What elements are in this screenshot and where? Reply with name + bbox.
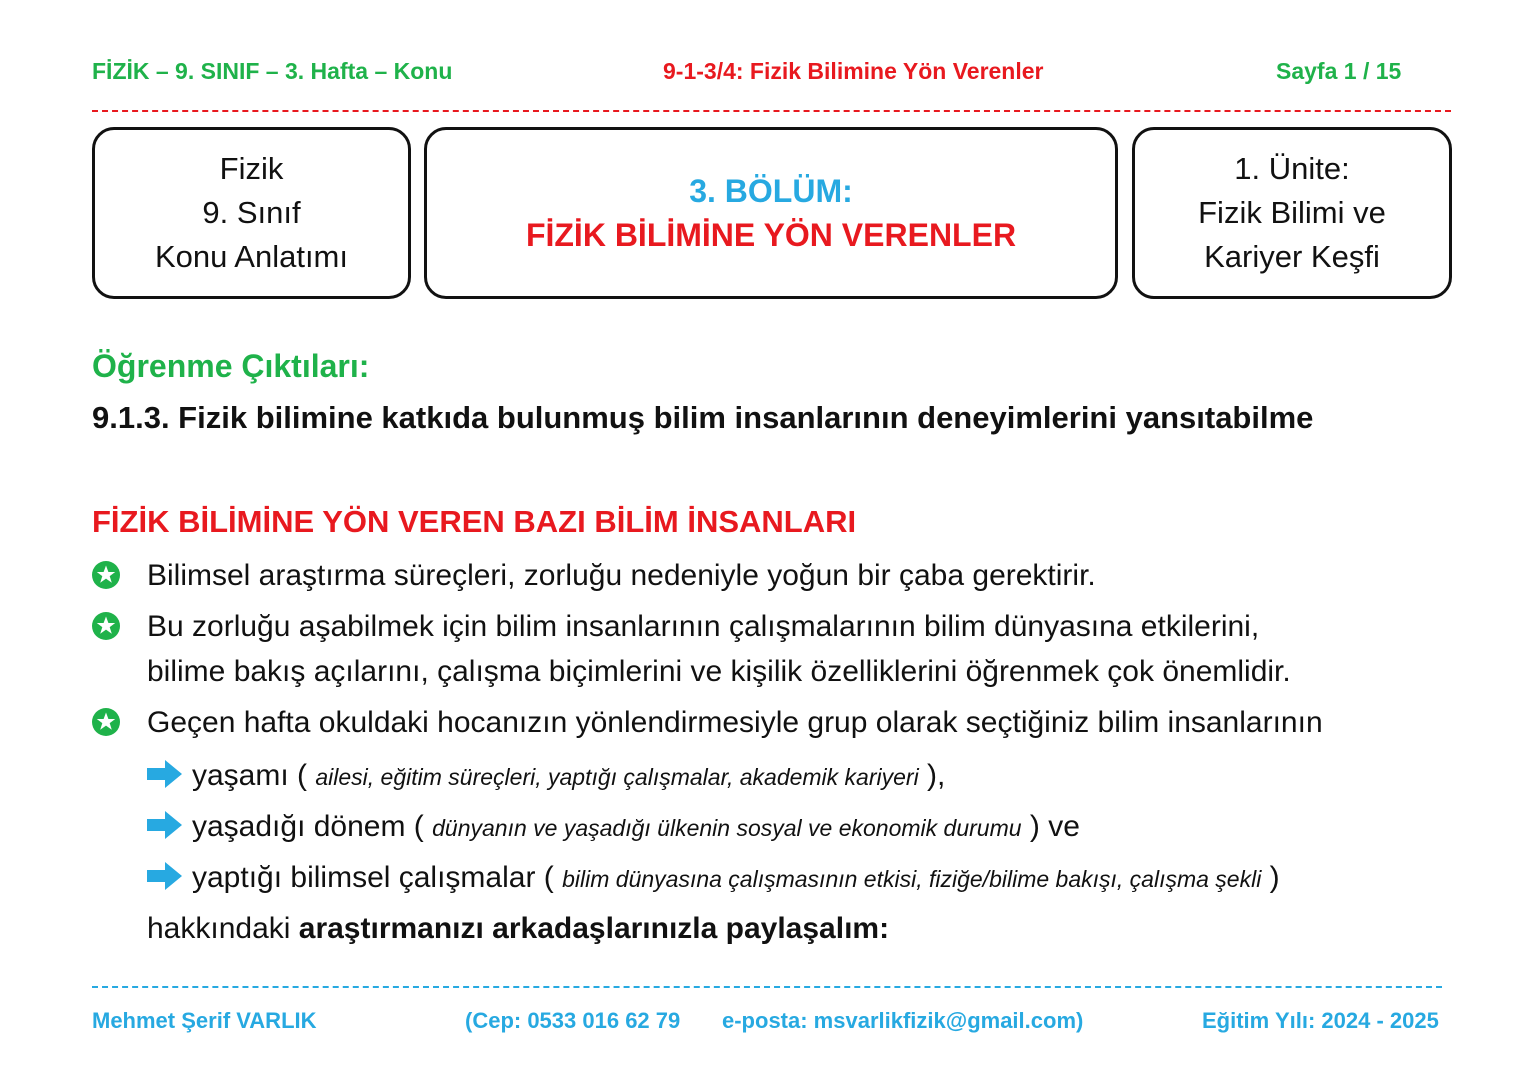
arrow-right-icon	[147, 810, 183, 840]
learning-objective: 9.1.3. Fizik bilimine katkıda bulunmuş bilim insanlarının deneyimlerini yansıtabilme	[92, 400, 1314, 435]
sub-item-tail: ),	[918, 759, 946, 792]
unit-info-line: Fizik Bilimi ve	[1198, 195, 1386, 230]
chapter-number: 3. BÖLÜM:	[689, 173, 853, 209]
sub-item-tail: )	[1261, 861, 1280, 894]
sub-item-tail: ) ve	[1021, 810, 1080, 843]
header-course-label: FİZİK – 9. SINIF – 3. Hafta – Konu	[92, 58, 453, 84]
sub-item-lead: yaşamı (	[192, 759, 316, 792]
closing-normal: hakkındaki	[147, 912, 299, 945]
closing-bold: araştırmanızı arkadaşlarınızla paylaşalım:	[298, 912, 890, 945]
outcomes-heading: Öğrenme Çıktıları:	[92, 348, 370, 384]
sub-item-detail: dünyanın ve yaşadığı ülkenin sosyal ve ekonomik durumu	[432, 815, 1022, 841]
sub-item	[192, 855, 1280, 902]
sub-item-detail: ailesi, eğitim süreçleri, yaptığı çalışmalar, akademik kariyeri	[315, 764, 919, 790]
sub-item	[192, 804, 1080, 851]
unit-info-box	[1132, 127, 1452, 299]
star-circle-icon	[92, 561, 120, 589]
closing-sentence	[147, 906, 889, 951]
course-info-line: 9. Sınıf	[202, 195, 301, 230]
sub-item	[192, 753, 945, 800]
chapter-title: FİZİK BİLİMİNE YÖN VERENLER	[525, 217, 1017, 253]
footer-school-year: Eğitim Yılı: 2024 - 2025	[1202, 1008, 1439, 1033]
header-topic-code: 9-1-3/4: Fizik Bilimine Yön Verenler	[663, 58, 1044, 84]
header-divider	[92, 110, 1451, 112]
unit-info-line: Kariyer Keşfi	[1204, 239, 1380, 274]
bullet-text: bilime bakış açılarını, çalışma biçimlerini ve kişilik özelliklerini öğrenmek çok önemlidir.	[147, 655, 1291, 688]
footer-author: Mehmet Şerif VARLIK	[92, 1008, 317, 1033]
sub-item-detail: bilim dünyasına çalışmasının etkisi, fiziğe/bilime bakışı, çalışma şekli	[562, 866, 1262, 892]
bullet-text: Bu zorluğu aşabilmek için bilim insanlarının çalışmalarının bilim dünyasına etkilerini,	[147, 610, 1260, 643]
arrow-right-icon	[147, 861, 183, 891]
star-circle-icon	[92, 708, 120, 736]
bullet-text: Geçen hafta okuldaki hocanızın yönlendirmesiyle grup olarak seçtiğiniz bilim insanlarının	[147, 706, 1323, 739]
sub-item-lead: yaşadığı dönem (	[192, 810, 433, 843]
course-info-line: Fizik	[219, 151, 284, 186]
section-heading: FİZİK BİLİMİNE YÖN VEREN BAZI BİLİM İNSANLARI	[92, 504, 857, 539]
footer-phone: (Cep: 0533 016 62 79	[465, 1008, 681, 1033]
sub-item-lead: yaptığı bilimsel çalışmalar (	[192, 861, 563, 894]
footer-email: e-posta: msvarlikfizik@gmail.com)	[722, 1008, 1084, 1033]
header-page-number: Sayfa 1 / 15	[1276, 58, 1402, 84]
course-info-box	[92, 127, 411, 299]
star-circle-icon	[92, 612, 120, 640]
unit-info-line: 1. Ünite:	[1234, 151, 1350, 186]
chapter-title-box	[424, 127, 1118, 299]
bullet-text: Bilimsel araştırma süreçleri, zorluğu nedeniyle yoğun bir çaba gerektirir.	[147, 559, 1096, 592]
course-info-line: Konu Anlatımı	[154, 239, 348, 274]
arrow-right-icon	[147, 759, 183, 789]
footer-divider	[92, 986, 1442, 988]
